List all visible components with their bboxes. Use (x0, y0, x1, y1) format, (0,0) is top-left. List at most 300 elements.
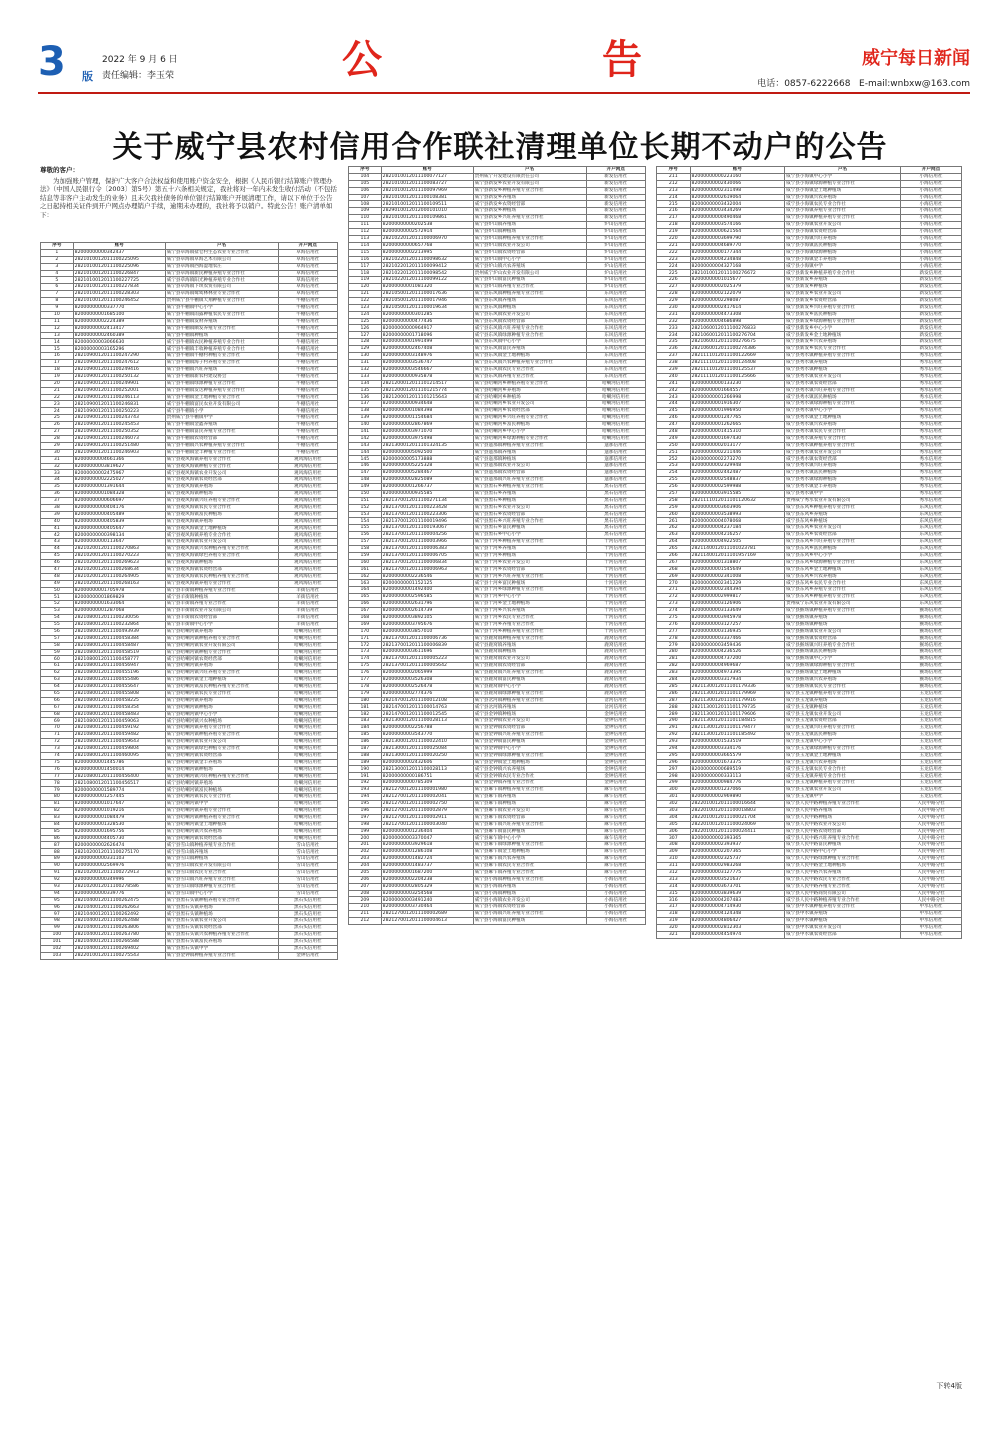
table-row (657, 663, 962, 670)
account-name: 威宁县牛棚镇丰收种植养殖专业合作社 (165, 346, 278, 353)
table-row (41, 346, 338, 353)
row-number: 218 (657, 222, 691, 229)
account-number: 2821010012011100227834 (73, 284, 165, 291)
account-name: 威宁县草海镇鹭鸶林林业专业合作社 (165, 291, 278, 298)
branch-name: 新发信用社 (586, 201, 645, 208)
branch-name: 玉龙信用社 (900, 697, 961, 704)
account-number: 2821270012011100002041 (381, 794, 473, 801)
account-name: 威宁县哈喇河镇中学 (165, 801, 278, 808)
account-number: 82000000004922505 (690, 539, 785, 546)
table-row (349, 332, 646, 339)
branch-name: 金钟信用社 (278, 952, 337, 959)
table-row (657, 194, 962, 201)
row-number: 122 (349, 297, 382, 304)
row-number: 117 (349, 263, 382, 270)
account-number: 82000000000405489 (73, 511, 165, 518)
account-number: 82000000001019216 (73, 808, 165, 815)
row-number: 230 (657, 304, 691, 311)
row-number: 309 (657, 849, 691, 856)
account-number: 82000000003945978 (690, 614, 785, 621)
account-name: 威宁县羊街镇农资经营部 (165, 615, 278, 622)
account-name: 威宁县雪山镇种植场 (165, 856, 278, 863)
branch-name: 猴场信用社 (900, 656, 961, 663)
account-name: 威宁县黑石乡种植养殖专业合作社 (473, 483, 586, 490)
account-name: 威宁县东风镇中心小学 (473, 339, 586, 346)
branch-name: 中水信用社 (900, 911, 961, 918)
table-row (349, 649, 646, 656)
branch-name: 哈喇河信用社 (278, 787, 337, 794)
account-number: 82000000004234848 (690, 256, 785, 263)
table-row (349, 380, 646, 387)
account-name: 威宁县小海镇农资经营部 (785, 229, 901, 236)
account-number: 82000000001633064 (73, 601, 165, 608)
branch-name: 十河信用社 (586, 552, 645, 559)
table-row (41, 863, 338, 870)
account-name: 威宁县小海镇中心小学 (785, 173, 901, 180)
table-row (657, 401, 962, 408)
account-number: 82000000004714930 (690, 904, 785, 911)
account-name: 威宁县新发乡种植场 (785, 284, 901, 291)
account-number: 2822010012011100024411 (690, 828, 785, 835)
row-number: 304 (657, 814, 691, 821)
account-number: 82000000001685100 (73, 311, 165, 318)
branch-name: 猴场信用社 (900, 608, 961, 615)
branch-name: 东风信用社 (586, 311, 645, 318)
row-number: 321 (657, 931, 691, 938)
table-row (657, 346, 962, 353)
branch-name: 十河信用社 (586, 601, 645, 608)
account-number: 82000000001450014 (73, 766, 165, 773)
branch-name: 金钟信用社 (586, 752, 645, 759)
branch-name: 秀水信用社 (900, 387, 961, 394)
table-row (41, 746, 338, 753)
table-row (349, 359, 646, 366)
account-name: 威宁县鹿窝镇农资经营部 (473, 663, 586, 670)
table-row (657, 849, 962, 856)
account-name: 威宁县观风海镇养殖场 (165, 484, 278, 491)
account-name: 威宁县哈喇河镇农民专业合作社 (165, 690, 278, 697)
row-number: 206 (349, 876, 382, 883)
account-number: 2821370012011100003966 (381, 539, 473, 546)
account-number: 2821022012011100098542 (381, 270, 473, 277)
account-name: 威宁县东风乡种植养殖专业合作社 (785, 594, 901, 601)
account-name: 威宁县牛棚镇绿源种植专业合作社 (165, 380, 278, 387)
account-number: 82000000002548837 (690, 477, 785, 484)
row-number: 270 (657, 580, 691, 587)
table-row (657, 187, 962, 194)
branch-name: 小海信用社 (900, 263, 961, 270)
branch-name: 金钟信用社 (586, 766, 645, 773)
row-number: 274 (657, 608, 691, 615)
table-row (657, 697, 962, 704)
account-name: 威宁县哈喇河镇种植场 (165, 704, 278, 711)
account-name: 威宁县人民中路农资经营部 (785, 828, 901, 835)
account-name: 威宁县黑石乡富民种植场 (473, 525, 586, 532)
branch-name: 金钟信用社 (586, 780, 645, 787)
row-number: 267 (657, 559, 691, 566)
account-name: 威宁县东风乡绿源种植专业合作社 (785, 559, 901, 566)
account-name: 威宁县黑石头镇中学 (165, 945, 278, 952)
branch-name: 中水信用社 (900, 904, 961, 911)
account-number: 82000000002812303 (690, 924, 785, 931)
row-number: 43 (41, 539, 74, 546)
account-name: 威宁县中水镇种植场 (785, 918, 901, 925)
row-number: 96 (41, 904, 74, 911)
branch-name: 十河信用社 (586, 608, 645, 615)
table-row (349, 842, 646, 849)
row-number: 51 (41, 594, 74, 601)
table-row (657, 718, 962, 725)
branch-name: 哈喇河信用社 (278, 794, 337, 801)
branch-name: 麻乍信用社 (586, 849, 645, 856)
table-row (657, 428, 962, 435)
account-name: 威宁县小海镇富民种植场 (785, 242, 901, 249)
table-row (41, 684, 338, 691)
row-number: 156 (349, 532, 382, 539)
account-number: 82000000000333113 (690, 773, 785, 780)
branch-name: 小海信用社 (586, 883, 645, 890)
account-name: 威宁县哈喇河镇兴旺种植养殖专业合作社 (165, 773, 278, 780)
branch-name: 炉山信用社 (586, 263, 645, 270)
row-number: 3 (41, 263, 74, 270)
account-name: 威宁县金钟镇绿源种植专业合作社 (473, 752, 586, 759)
account-name: 威宁县黑石头镇种植养殖专业合作社 (165, 897, 278, 904)
row-number: 55 (41, 621, 74, 628)
table-row (657, 759, 962, 766)
account-name: 威宁县人民中路养殖场 (785, 807, 901, 814)
account-number: 82000000005225328 (381, 463, 473, 470)
table-header-cell: 开户网点 (586, 167, 645, 174)
account-name: 威宁县麻乍镇兴旺养殖专业合作社 (473, 821, 586, 828)
table-row (349, 704, 646, 711)
row-number: 238 (657, 359, 691, 366)
table-row (349, 828, 646, 835)
branch-name: 东风信用社 (900, 559, 961, 566)
account-table-col2 (348, 166, 646, 925)
account-number: 82000000002626474 (73, 842, 165, 849)
table-row (41, 690, 338, 697)
account-number: 82000000001247765 (690, 415, 785, 422)
account-number: 82000000001697430 (690, 435, 785, 442)
account-number: 82000000001589774 (73, 787, 165, 794)
row-number: 209 (349, 897, 382, 904)
branch-name: 岔河信用社 (586, 704, 645, 711)
row-number: 11 (41, 318, 74, 325)
account-name: 威宁县人民中路富民种植场 (785, 842, 901, 849)
row-number: 242 (657, 387, 691, 394)
table-row (657, 201, 962, 208)
account-name: 威宁县猴场镇兴农养殖场 (785, 676, 901, 683)
row-number: 92 (41, 876, 74, 883)
row-number: 89 (41, 856, 74, 863)
table-row (349, 635, 646, 642)
account-number: 82000000003370047 (381, 835, 473, 842)
account-number: 2821130012011101179916 (690, 697, 785, 704)
account-number: 2821090012011100247290 (73, 353, 165, 360)
row-number: 213 (657, 187, 691, 194)
account-number: 82000000000339776 (73, 890, 165, 897)
account-number: 82000000002344394 (690, 587, 785, 594)
account-number: 2821130012011101179606 (690, 711, 785, 718)
row-number: 190 (349, 766, 382, 773)
account-number: 2821080012011100458384 (73, 635, 165, 642)
row-number: 185 (349, 732, 382, 739)
table-row (657, 897, 962, 904)
account-number: 2821090012011100249416 (73, 367, 165, 374)
account-name: 威宁县新发乡农业开发公司 (785, 291, 901, 298)
table-row (41, 387, 338, 394)
row-number: 268 (657, 566, 691, 573)
table-header-cell: 序号 (657, 167, 691, 174)
table-row (41, 787, 338, 794)
account-name: 威宁县观风海镇农业开发公司 (165, 470, 278, 477)
branch-name: 哈喇河信用社 (278, 780, 337, 787)
table-row (657, 794, 962, 801)
row-number: 98 (41, 918, 74, 925)
account-number: 82000000003665579 (690, 752, 785, 759)
account-number: 2821370012011100193067 (381, 525, 473, 532)
row-number: 167 (349, 608, 382, 615)
account-name: 威宁县新发乡种植场 (473, 208, 586, 215)
account-name: 威宁县玉龙镇养殖专业合作社 (785, 773, 901, 780)
row-number: 216 (657, 208, 691, 215)
row-number: 133 (349, 373, 382, 380)
table-row (41, 876, 338, 883)
row-number: 199 (349, 828, 382, 835)
row-number: 15 (41, 346, 74, 353)
table-row (41, 497, 338, 504)
table-row (349, 559, 646, 566)
account-number: 82000000001286108 (381, 849, 473, 856)
table-row (349, 773, 646, 780)
account-number: 82000000001673375 (690, 759, 785, 766)
branch-name: 秀水信用社 (900, 483, 961, 490)
row-number: 58 (41, 642, 74, 649)
account-name: 威宁县小海镇种植养殖专业合作社 (473, 876, 586, 883)
account-number: 2821020012011100264905 (73, 573, 165, 580)
account-number: 82000000002204238 (381, 876, 473, 883)
account-name: 威宁县秀水镇农资经营部 (785, 380, 901, 387)
row-number: 37 (41, 497, 74, 504)
account-name: 威宁县玉龙镇兴农养殖场 (785, 759, 901, 766)
row-number: 32 (41, 463, 74, 470)
table-row (349, 869, 646, 876)
account-name: 威宁县牛棚镇种植场 (165, 332, 278, 339)
row-number: 63 (41, 677, 74, 684)
row-number: 24 (41, 408, 74, 415)
account-number: 2821010012011100228303 (73, 291, 165, 298)
account-name: 威宁县东风镇兴旺养殖专业合作社 (473, 325, 586, 332)
row-number: 143 (349, 442, 382, 449)
table-row (41, 429, 338, 436)
branch-name: 秀水信用社 (900, 428, 961, 435)
table-row (349, 849, 646, 856)
account-number: 2821022012011100099122 (381, 277, 473, 284)
account-number: 82000000002225027 (73, 477, 165, 484)
branch-name: 牛棚信用社 (278, 415, 337, 422)
account-name: 威宁县十河乡农民专业合作社 (473, 614, 586, 621)
account-name: 威宁县东风镇养殖专业合作社 (473, 373, 586, 380)
branch-name: 哈喇河信用社 (278, 690, 337, 697)
account-number: 82000000000964917 (381, 325, 473, 332)
branch-name: 猴场信用社 (900, 635, 961, 642)
branch-name: 秀水信用社 (900, 463, 961, 470)
row-number: 146 (349, 463, 382, 470)
row-number: 80 (41, 794, 74, 801)
account-name: 威宁县玉龙镇种植场 (785, 704, 901, 711)
account-number: 82000000002341008 (690, 573, 785, 580)
row-number: 303 (657, 807, 691, 814)
account-number: 2821090012011100252001 (73, 387, 165, 394)
table-row (657, 856, 962, 863)
row-number: 50 (41, 587, 74, 594)
row-number: 280 (657, 649, 691, 656)
table-row (41, 477, 338, 484)
account-name: 威宁县观风海镇兴农种植养殖专业合作社 (165, 546, 278, 553)
account-number: 82000000002341229 (690, 580, 785, 587)
account-name: 威宁县哈喇河镇兴农种植场 (165, 718, 278, 725)
branch-name: 黑石信用社 (586, 511, 645, 518)
table-row (657, 263, 962, 270)
account-number: 82000000003337466 (690, 635, 785, 642)
table-row (657, 504, 962, 511)
branch-name: 玉龙信用社 (900, 766, 961, 773)
account-number: 82000000001266998 (690, 394, 785, 401)
row-number: 1 (41, 249, 74, 256)
branch-name: 金钟信用社 (586, 738, 645, 745)
branch-name: 哈喇河信用社 (586, 401, 645, 408)
branch-name: 雪山信用社 (278, 863, 337, 870)
branch-name: 小海信用社 (586, 911, 645, 918)
account-name: 威宁县东风乡兴旺养殖专业合作社 (785, 539, 901, 546)
table-row (349, 415, 646, 422)
account-number: 2821010012011100083727 (381, 180, 473, 187)
row-number: 162 (349, 573, 382, 580)
account-name: 威宁县秀水镇养殖专业合作社 (785, 435, 901, 442)
branch-name: 羊街信用社 (278, 608, 337, 615)
row-number: 21 (41, 387, 74, 394)
table-row (657, 800, 962, 807)
row-number: 59 (41, 649, 74, 656)
account-number: 82000000000984776 (690, 780, 785, 787)
branch-name: 观风海信用社 (278, 566, 337, 573)
account-number: 82000000002224389 (73, 318, 165, 325)
row-number: 4 (41, 270, 74, 277)
account-name: 威宁县牛棚镇金土地种植专业合作社 (165, 394, 278, 401)
account-number: 2821300012011100028113 (381, 766, 473, 773)
table-row (41, 938, 338, 945)
row-number: 44 (41, 546, 74, 553)
row-number: 112 (349, 229, 382, 236)
account-name: 威宁县金钟镇种植场 (473, 711, 586, 718)
branch-name: 人民中路分社 (900, 869, 961, 876)
row-number: 76 (41, 766, 74, 773)
account-name: 威宁县哈喇河镇养殖专业合作社 (165, 808, 278, 815)
table-row (41, 298, 338, 305)
account-name: 威宁县迤那镇农业开发公司 (473, 463, 586, 470)
branch-name: 小海信用社 (900, 208, 961, 215)
account-name: 威宁县羊街镇农业开发有限公司 (165, 608, 278, 615)
row-number: 39 (41, 511, 74, 518)
table-row (41, 952, 338, 959)
account-name: 威宁县草海镇草海艺术有限公司 (165, 256, 278, 263)
row-number: 137 (349, 401, 382, 408)
branch-name: 炉山信用社 (586, 284, 645, 291)
table-row (349, 814, 646, 821)
account-number: 82000000003611696 (381, 649, 473, 656)
row-number: 17 (41, 360, 74, 367)
branch-name: 新发信用社 (900, 311, 961, 318)
branch-name: 中水信用社 (900, 924, 961, 931)
branch-name: 观风海信用社 (278, 497, 337, 504)
table-header-cell: 开户网点 (900, 167, 961, 174)
account-name: 威宁县草海镇阳光种植养殖专业合作社 (165, 277, 278, 284)
branch-name: 东风信用社 (586, 318, 645, 325)
branch-name: 人民中路分社 (900, 849, 961, 856)
row-number: 252 (657, 456, 691, 463)
account-name: 威宁县哈喇河镇农资经营部 (165, 752, 278, 759)
table-row (41, 249, 338, 256)
row-number: 65 (41, 690, 74, 697)
branch-name: 雪山信用社 (278, 856, 337, 863)
table-row (657, 339, 962, 346)
table-row (349, 676, 646, 683)
account-number: 2821080012011100455647 (73, 684, 165, 691)
branch-name: 小海信用社 (900, 201, 961, 208)
table-row (657, 477, 962, 484)
account-name: 威宁县观风海镇农资经营部 (165, 566, 278, 573)
table-row (349, 683, 646, 690)
table-header-cell: 账号 (381, 167, 473, 174)
account-number: 2822010012011100021704 (690, 814, 785, 821)
row-number: 195 (349, 800, 382, 807)
table-row (657, 918, 962, 925)
row-number: 186 (349, 738, 382, 745)
account-number: 82000000001664557 (690, 387, 785, 394)
table-row (657, 608, 962, 615)
account-name: 威宁县玉龙镇农业开发公司 (785, 787, 901, 794)
branch-name: 人民中路分社 (900, 876, 961, 883)
account-number: 82000000002025379 (690, 284, 785, 291)
account-name: 威宁县人民中路绿源种植专业合作社 (785, 856, 901, 863)
account-number: 82000000003730464 (381, 904, 473, 911)
table-row (657, 911, 962, 918)
account-name: 威宁县迤那镇农资经营部 (473, 470, 586, 477)
table-row (349, 339, 646, 346)
row-number: 214 (657, 194, 691, 201)
table-row (657, 656, 962, 663)
branch-name: 玉龙信用社 (900, 732, 961, 739)
branch-name: 迤那信用社 (586, 442, 645, 449)
row-number: 94 (41, 890, 74, 897)
table-row (349, 256, 646, 263)
account-number: 2821020012011100272913 (73, 870, 165, 877)
account-name: 威宁县秀水镇中学 (785, 490, 901, 497)
account-name: 威宁县哈喇河镇种植养殖专业合作社 (165, 814, 278, 821)
row-number: 315 (657, 890, 691, 897)
account-name: 威宁县小海镇富民种植场 (473, 918, 586, 925)
row-number: 286 (657, 690, 691, 697)
account-number: 2821270012011100001980 (381, 787, 473, 794)
row-number: 157 (349, 539, 382, 546)
table-row (41, 270, 338, 277)
row-number: 86 (41, 835, 74, 842)
row-number: 287 (657, 697, 691, 704)
row-number: 301 (657, 794, 691, 801)
account-name: 威宁县哈喇河镇种植养殖专业合作社 (165, 732, 278, 739)
row-number: 91 (41, 870, 74, 877)
account-name: 威宁县人民中路金土地种植场 (785, 862, 901, 869)
